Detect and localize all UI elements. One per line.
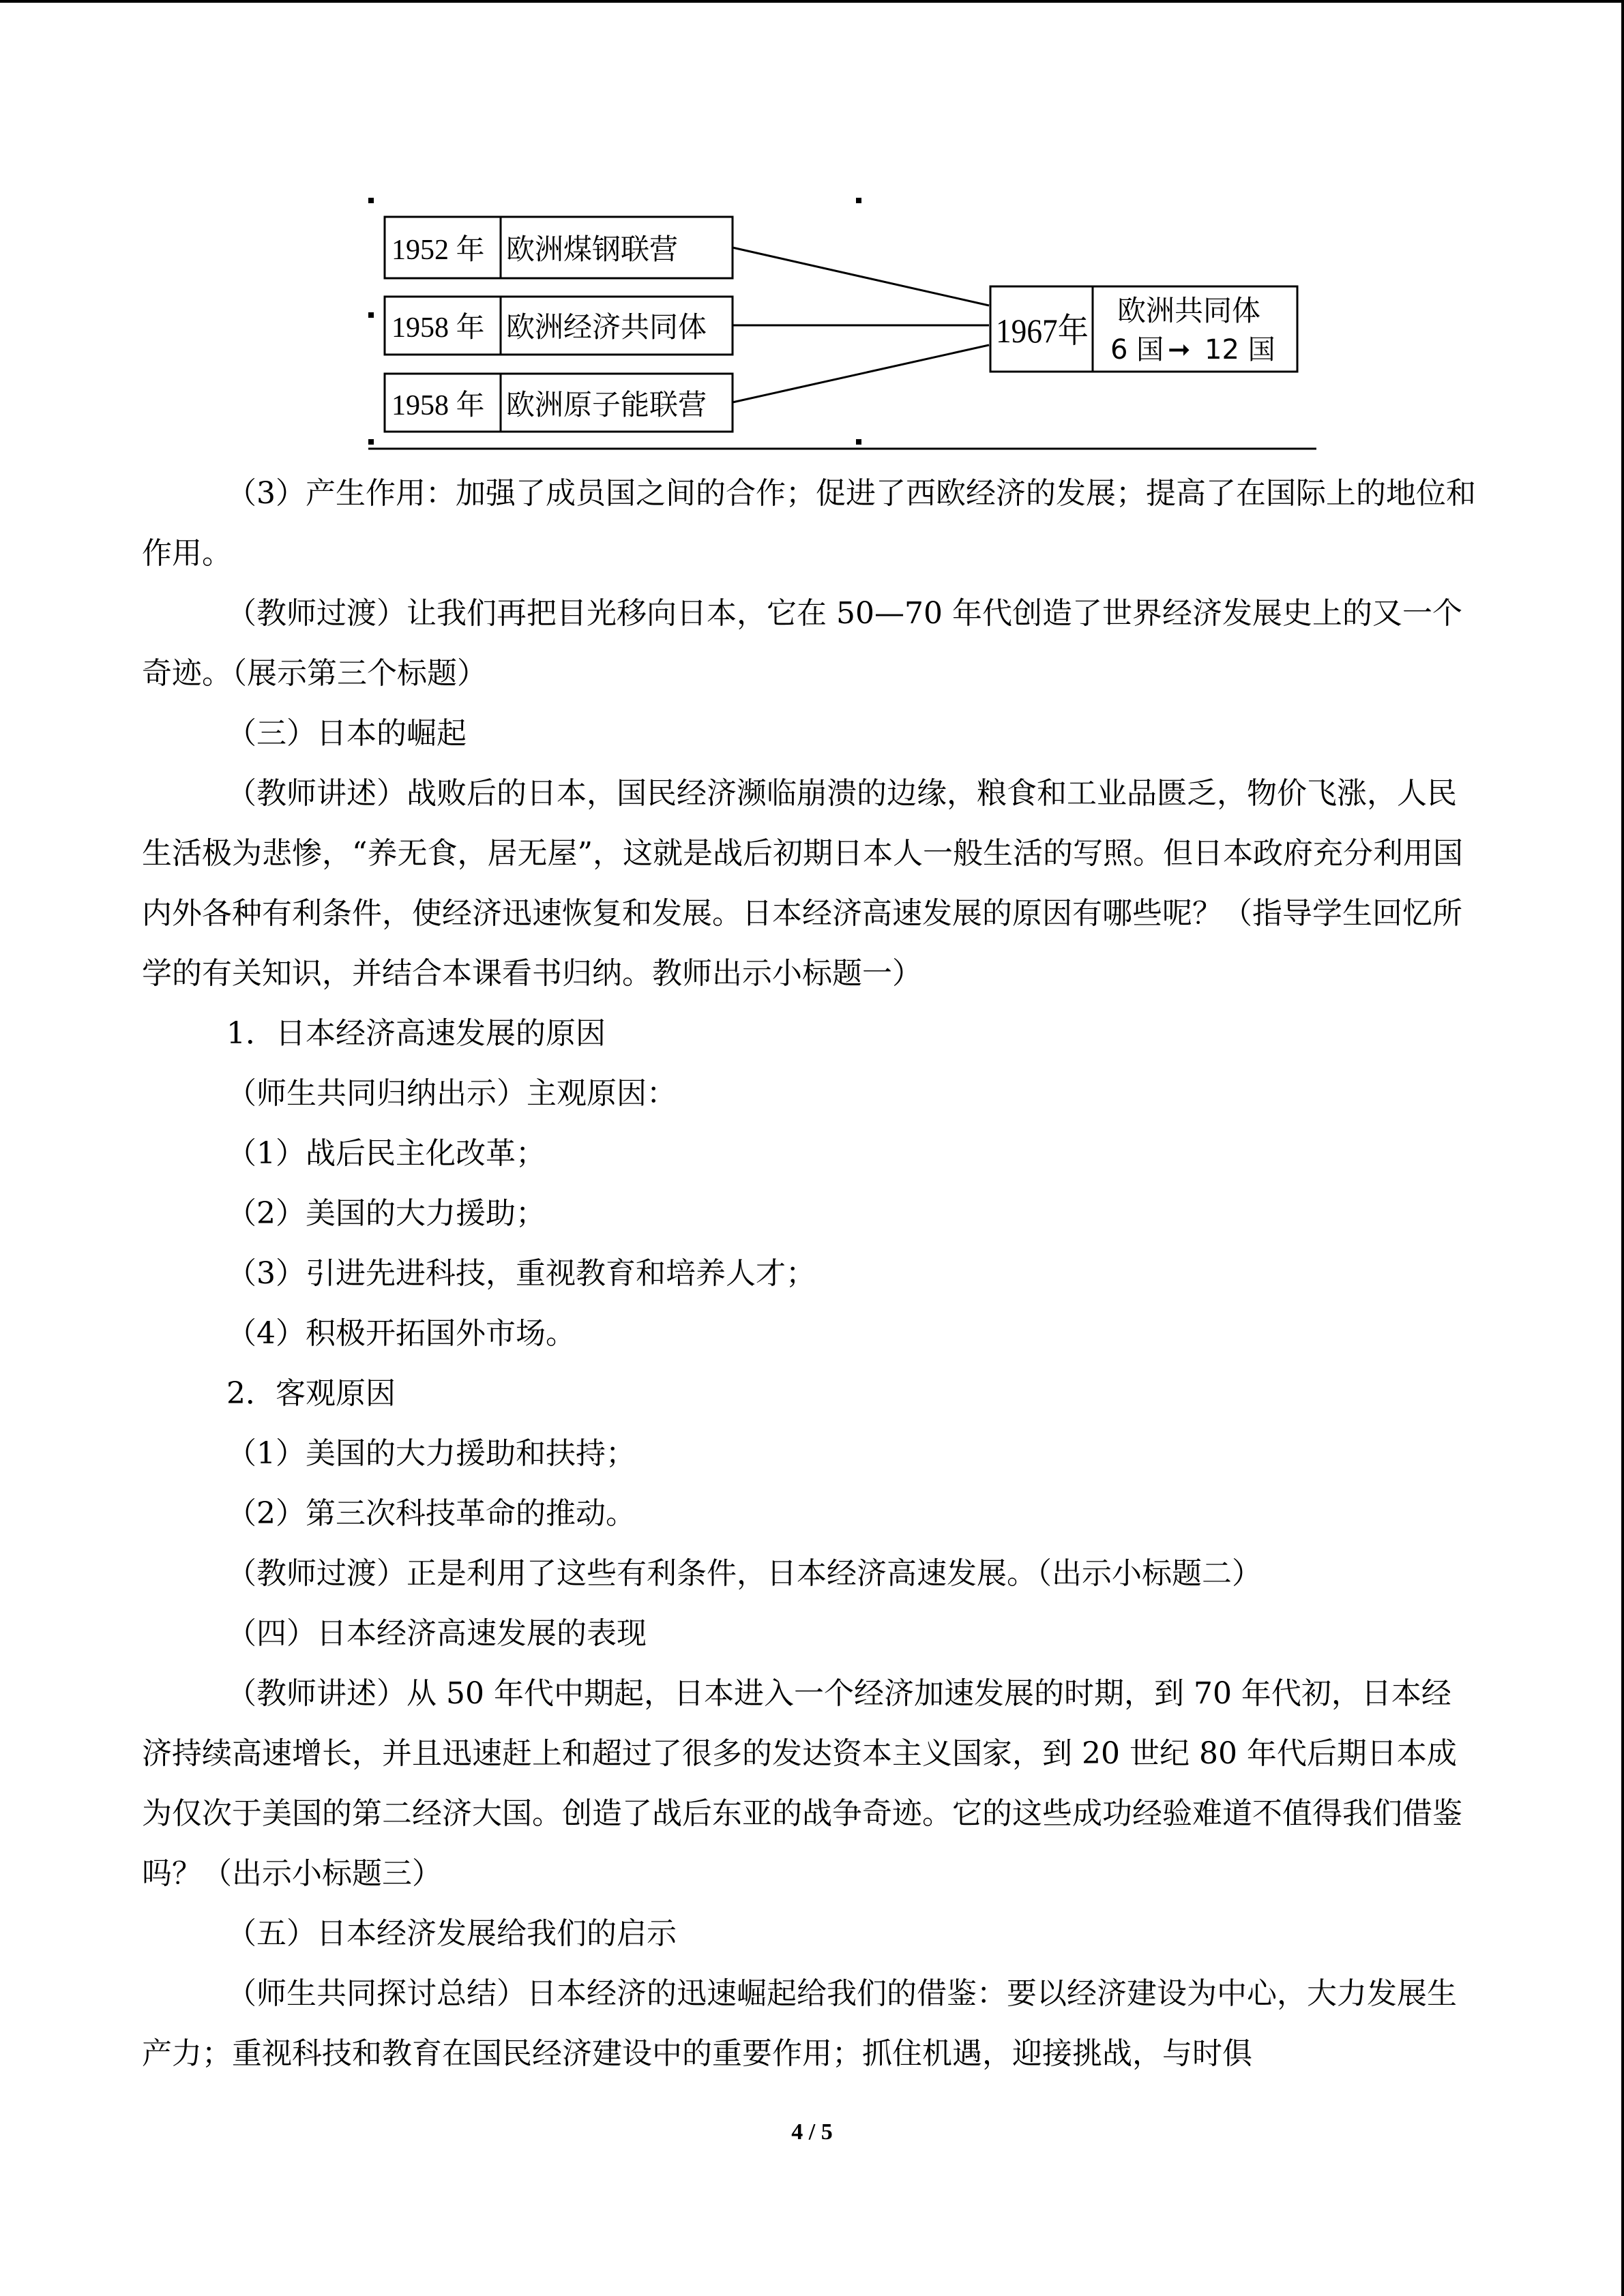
list-item: （1）美国的大力援助和扶持；	[226, 1436, 636, 1471]
european-community-diagram	[361, 191, 1330, 457]
paragraph: （教师过渡）正是利用了这些有利条件，日本经济高速发展。（出示小标题二）	[226, 1556, 1262, 1591]
section-heading: （五）日本经济发展给我们的启示	[226, 1916, 677, 1951]
subheading: 2．客观原因	[226, 1376, 396, 1411]
handle	[856, 439, 861, 445]
list-item: （3）引进先进科技，重视教育和培养人才；	[226, 1256, 816, 1291]
handle	[368, 198, 374, 203]
page-border-top	[0, 0, 1624, 3]
diagram-result	[990, 286, 1297, 372]
paragraph: （师生共同归纳出示）主观原因：	[226, 1076, 677, 1111]
result-members-to: 12 国	[1205, 334, 1275, 366]
list-item: （4）积极开拓国外市场。	[226, 1316, 576, 1351]
section-heading: （四）日本经济高速发展的表现	[226, 1616, 647, 1651]
list-item: （1）战后民主化改革；	[226, 1136, 546, 1171]
arrow-icon: ➞	[1168, 334, 1191, 366]
paragraph: （教师讲述）战败后的日本，国民经济濒临崩溃的边缘，粮食和工业品匮乏，物价飞涨，人民生活极为悲惨，“养无食，居无屋”，这就是战后初期日本人一般生活的写照。但日本政府充分利用国内外各种有利条件，使经济迅速恢复和发展。日本经济高速发展的原因有哪些呢？（指导学生回忆所学的有关知识，并结合本课看书归纳。教师出示小标题一）	[142, 776, 1463, 991]
row-year: 1958 年	[392, 312, 485, 344]
row-name: 欧洲经济共同体	[506, 310, 707, 344]
list-item: （2）第三次科技革命的推动。	[226, 1496, 636, 1531]
diagram-row	[385, 374, 733, 432]
diagram-row	[385, 297, 733, 355]
paragraph: （3）产生作用：加强了成员国之间的合作；促进了西欧经济的发展；提高了在国际上的地位和作用。	[142, 476, 1476, 571]
paragraph: （教师过渡）让我们再把目光移向日本，它在 50—70 年代创造了世界经济发展史上的又一个奇迹。（展示第三个标题）	[142, 596, 1462, 691]
page-border-right	[1621, 0, 1624, 2296]
result-year: 1967年	[996, 312, 1089, 350]
handle	[368, 439, 374, 445]
paragraph: （师生共同探讨总结）日本经济的迅速崛起给我们的借鉴：要以经济建设为中心，大力发展生产力；重视科技和教育在国民经济建设中的重要作用；抓住机遇，迎接挑战，与时俱	[142, 1976, 1457, 2071]
connector-line	[733, 345, 989, 402]
diagram-row	[385, 217, 733, 278]
subheading: 1．日本经济高速发展的原因	[226, 1016, 606, 1051]
row-year: 1958 年	[392, 390, 485, 421]
result-members: 6 国	[1110, 334, 1164, 366]
handle	[368, 312, 374, 318]
row-name: 欧洲煤钢联营	[506, 233, 679, 266]
row-year: 1952 年	[392, 235, 485, 266]
result-name: 欧洲共同体	[1117, 294, 1261, 327]
row-name: 欧洲原子能联营	[506, 388, 707, 421]
section-heading: （三）日本的崛起	[226, 716, 467, 751]
list-item: （2）美国的大力援助；	[226, 1196, 546, 1231]
paragraph: （教师讲述）从 50 年代中期起，日本进入一个经济加速发展的时期，到 70 年代初，日本经济持续高速增长，并且迅速赶上和超过了很多的发达资本主义国家，到 20 世纪 80 年代后期日本成为仅次于美国的第二经济大国。创造了战后东亚的战争奇迹。它的这些成功经验难道不值得我们借鉴吗？（出示小标题三）	[142, 1676, 1462, 1891]
handle	[856, 198, 861, 203]
connector-line	[733, 248, 989, 305]
page-number: 4 / 5	[791, 2119, 833, 2145]
